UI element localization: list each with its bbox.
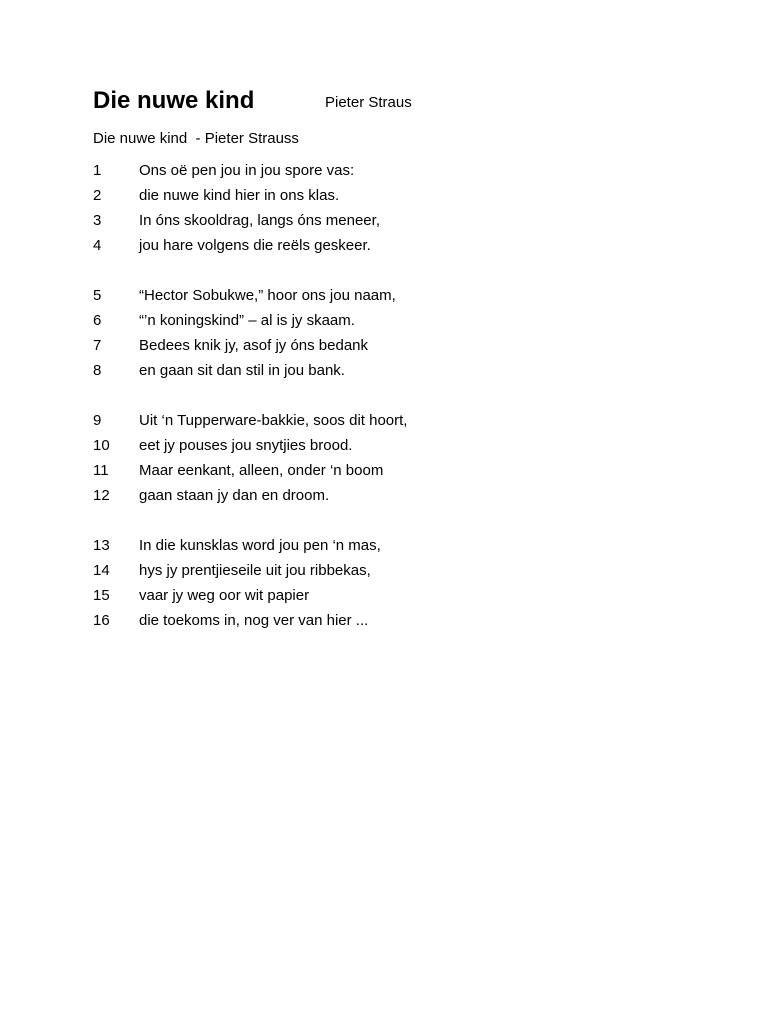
poem-line: [93, 611, 653, 636]
line-text: In die kunsklas word jou pen ‘n mas,: [139, 537, 381, 554]
line-text: Maar eenkant, alleen, onder ‘n boom: [139, 462, 384, 479]
line-number: 7: [93, 337, 102, 354]
poem-title: Die nuwe kind: [93, 87, 255, 114]
stanza: [93, 161, 653, 261]
line-number: 6: [93, 312, 102, 329]
poem-line: [93, 336, 653, 361]
poem-line: [93, 586, 653, 611]
line-text: eet jy pouses jou snytjies brood.: [139, 437, 353, 454]
line-text: en gaan sit dan stil in jou bank.: [139, 362, 345, 379]
poem-subtitle: Die nuwe kind - Pieter Strauss: [93, 130, 299, 147]
line-text: “Hector Sobukwe,” hoor ons jou naam,: [139, 287, 396, 304]
poem-line: [93, 486, 653, 511]
line-number: 10: [93, 437, 110, 454]
line-number: 8: [93, 362, 102, 379]
poem-line: [93, 161, 653, 186]
line-number: 1: [93, 162, 102, 179]
poem-line: [93, 461, 653, 486]
line-text: hys jy prentjieseile uit jou ribbekas,: [139, 562, 371, 579]
line-text: die toekoms in, nog ver van hier ...: [139, 612, 369, 629]
stanza: [93, 536, 653, 636]
line-number: 3: [93, 212, 102, 229]
line-text: Bedees knik jy, asof jy óns bedank: [139, 337, 369, 354]
line-number: 13: [93, 537, 110, 554]
poem-line: [93, 211, 653, 236]
line-text: die nuwe kind hier in ons klas.: [139, 187, 340, 204]
line-number: 11: [93, 462, 109, 479]
poem-line: [93, 236, 653, 261]
poem-line: [93, 311, 653, 336]
poem-line: [93, 361, 653, 386]
line-text: gaan staan jy dan en droom.: [139, 487, 330, 504]
line-text: jou hare volgens die reëls geskeer.: [139, 237, 371, 254]
line-text: vaar jy weg oor wit papier: [139, 587, 310, 604]
poem-line: [93, 436, 653, 461]
stanza: [93, 411, 653, 511]
line-number: 5: [93, 287, 102, 304]
stanza: [93, 286, 653, 386]
line-number: 15: [93, 587, 110, 604]
line-number: 14: [93, 562, 110, 579]
line-text: Ons oë pen jou in jou spore vas:: [139, 162, 355, 179]
poem-line: [93, 561, 653, 586]
line-text: Uit ‘n Tupperware-bakkie, soos dit hoort,: [139, 412, 408, 429]
poem-line: [93, 536, 653, 561]
line-number: 4: [93, 237, 102, 254]
line-number: 16: [93, 612, 110, 629]
line-text: “’n koningskind” – al is jy skaam.: [139, 312, 355, 329]
poem-line: [93, 411, 653, 436]
poem-author: Pieter Straus: [325, 94, 412, 111]
line-number: 12: [93, 487, 110, 504]
line-number: 9: [93, 412, 102, 429]
line-text: In óns skooldrag, langs óns meneer,: [139, 212, 380, 229]
line-number: 2: [93, 187, 102, 204]
title-row: [93, 86, 693, 116]
poem-body: [93, 161, 653, 661]
poem-line: [93, 186, 653, 211]
poem-line: [93, 286, 653, 311]
